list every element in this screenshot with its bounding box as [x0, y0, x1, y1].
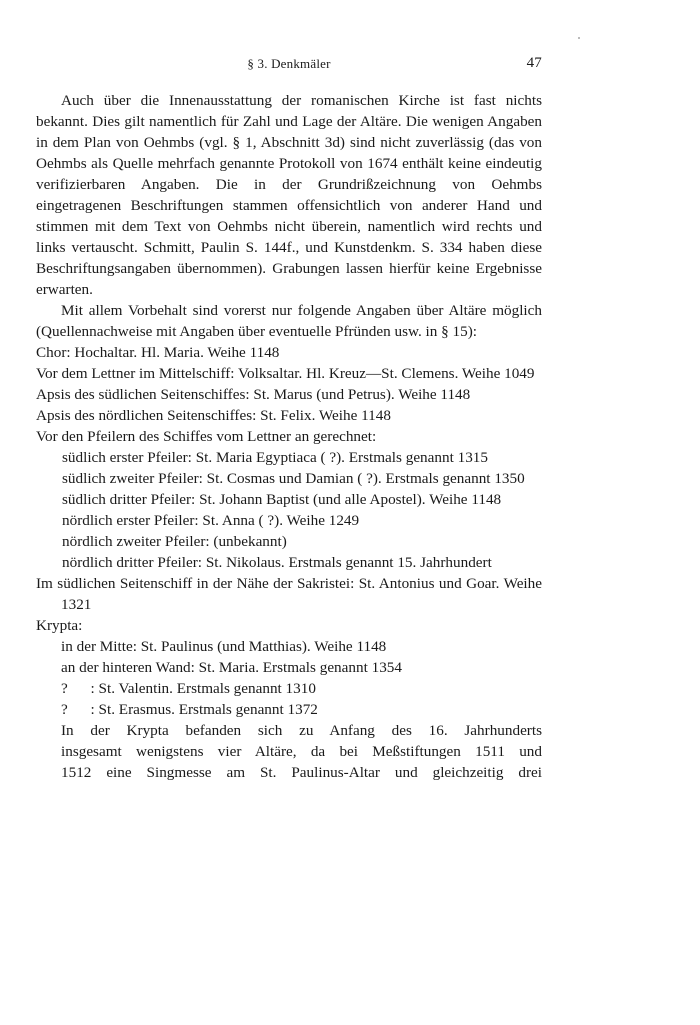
crypt-note-line: insgesamt wenigstens vier Altäre, da bei Meßstiftungen 1511 und: [61, 743, 542, 760]
pillar-entry: nördlich zweiter Pfeiler: (unbekannt): [62, 533, 287, 550]
altar-entry-lettner: Vor dem Lettner im Mittelschiff: Volksaltar. Hl. Kreuz—St. Clemens. Weihe 1049: [36, 365, 535, 382]
pillar-list-heading: Vor den Pfeilern des Schiffes vom Lettner an gerechnet:: [36, 428, 377, 445]
altar-entry-chor: Chor: Hochaltar. Hl. Maria. Weihe 1148: [36, 344, 280, 361]
crypt-heading: Krypta:: [36, 617, 83, 634]
body-text: [36, 90, 542, 783]
crypt-entry: ? : St. Valentin. Erstmals genannt 1310: [61, 680, 316, 697]
paragraph-altars-intro: Mit allem Vorbehalt sind vorerst nur folgende Angaben über Altäre möglich (Quellennachweise mit Angaben über eventuelle Pfründen usw. in § 15):: [36, 302, 542, 340]
pillar-entry: südlich erster Pfeiler: St. Maria Egyptiaca ( ?). Erstmals genannt 1315: [62, 449, 488, 466]
crypt-entry: ? : St. Erasmus. Erstmals genannt 1372: [61, 701, 318, 718]
section-title: § 3. Denkmäler: [247, 56, 331, 71]
pillar-entry: südlich zweiter Pfeiler: St. Cosmas und Damian ( ?). Erstmals genannt 1350: [62, 470, 525, 487]
pillar-entry: nördlich dritter Pfeiler: St. Nikolaus. Erstmals genannt 15. Jahrhundert: [62, 554, 492, 571]
crypt-entry: in der Mitte: St. Paulinus (und Matthias). Weihe 1148: [61, 638, 387, 655]
crypt-note-line: 1512 eine Singmesse am St. Paulinus-Altar und gleichzeitig drei: [61, 764, 542, 781]
pillar-entry: südlich dritter Pfeiler: St. Johann Baptist (und alle Apostel). Weihe 1148: [62, 491, 502, 508]
altar-entry-apsis-north: Apsis des nördlichen Seitenschiffes: St. Felix. Weihe 1148: [36, 407, 391, 424]
paragraph-interior: Auch über die Innenausstattung der romanischen Kirche ist fast nichts bekannt. Dies gilt namentlich für Zahl und Lage der Altäre. Die wenigen Angaben in dem Plan von Oehmbs (vgl. § 1, Abschnitt 3d) sind nicht zuverlässig (das von Oehmbs als Quelle mehrfach genannte Protokoll von 1674 enthält keine eindeutig verifizierbaren Angaben. Die in der Grundrißzeichnung von Oehmbs eingetragenen Beschriftungen stammen offensichtlich von anderer Hand und stimmen mit dem Text von Oehmbs nicht überein, namentlich wird rechts und links vertauscht. Schmitt, Paulin S. 144f., und Kunstdenkm. S. 334 haben diese Beschriftungsangaben übernommen). Grabungen lassen hierfür keine Ergebnisse erwarten.: [36, 92, 542, 298]
altar-entry-apsis-south: Apsis des südlichen Seitenschiffes: St. Marus (und Petrus). Weihe 1148: [36, 386, 471, 403]
crypt-note-line: In der Krypta befanden sich zu Anfang des 16. Jahrhunderts: [61, 722, 542, 739]
book-page: [36, 52, 542, 783]
crypt-entry: an der hinteren Wand: St. Maria. Erstmals genannt 1354: [61, 659, 402, 676]
page-number: 47: [526, 55, 542, 71]
running-head: [36, 52, 542, 76]
altar-entry-sacristy: Im südlichen Seitenschiff in der Nähe der Sakristei: St. Antonius und Goar. Weihe 1321: [36, 575, 542, 613]
pillar-entry: nördlich erster Pfeiler: St. Anna ( ?). Weihe 1249: [62, 512, 360, 529]
scan-speck: [578, 37, 580, 39]
